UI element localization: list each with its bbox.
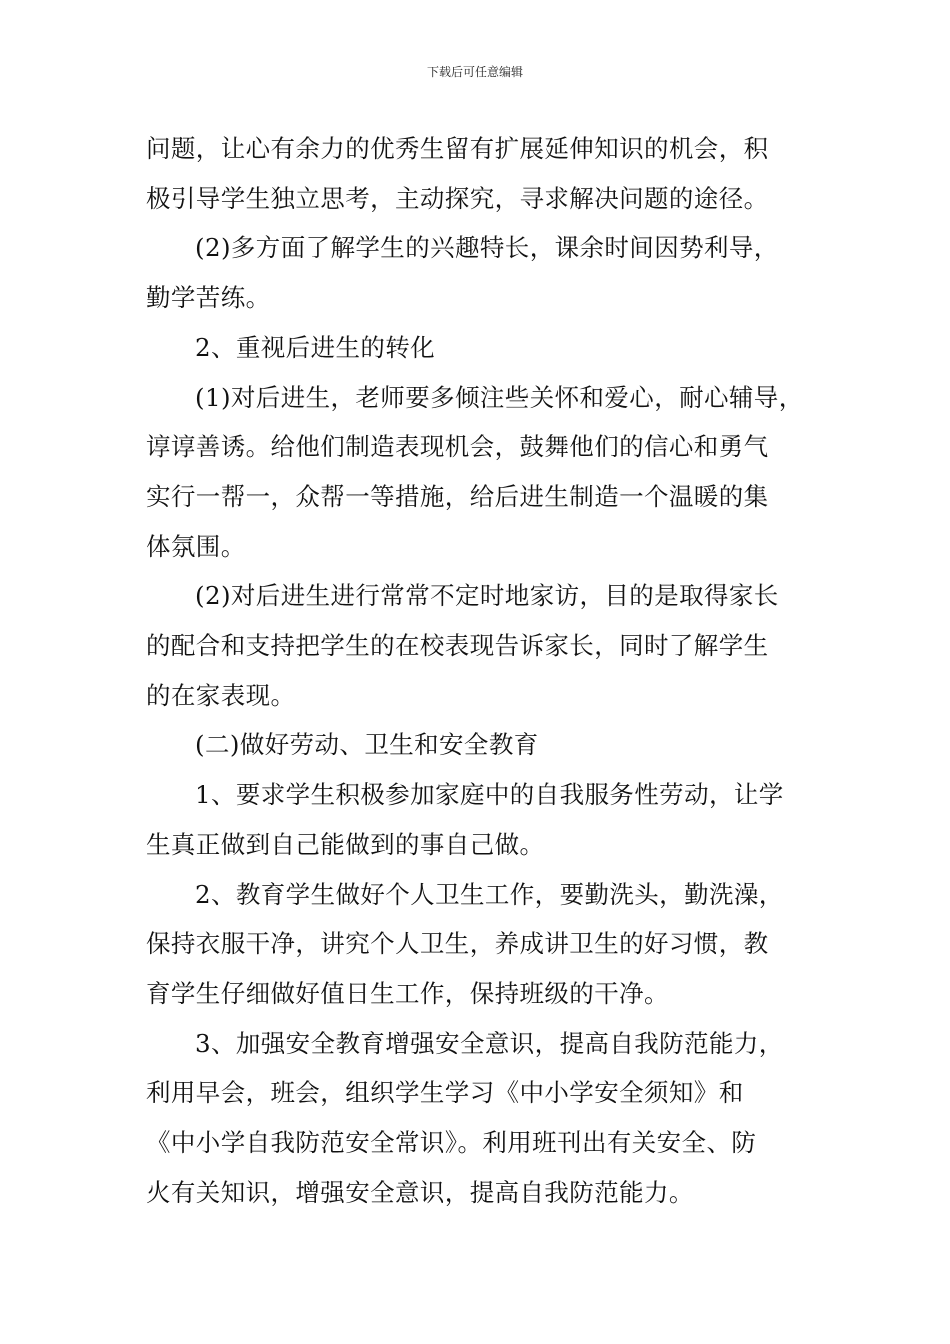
document-body: [146, 124, 836, 1217]
text-line: (1)对后进生，老师要多倾注些关怀和爱心，耐心辅导，: [195, 382, 804, 412]
text-line: 的配合和支持把学生的在校表现告诉家长，同时了解学生: [146, 631, 769, 661]
text-line: 育学生仔细做好值日生工作，保持班级的干净。: [146, 978, 669, 1008]
text-line: 《中小学自我防范安全常识》。利用班刊出有关安全、防: [146, 1128, 757, 1158]
text-line: 的在家表现。: [146, 680, 296, 710]
text-line: (2)多方面了解学生的兴趣特长，课余时间因势利导，: [195, 233, 779, 263]
text-line: 勤学苦练。: [146, 283, 271, 313]
text-line: 谆谆善诱。给他们制造表现机会，鼓舞他们的信心和勇气: [146, 432, 769, 462]
text-line: 1、要求学生积极参加家庭中的自我服务性劳动，让学: [195, 780, 784, 810]
text-line: 火有关知识，增强安全意识，提高自我防范能力。: [146, 1177, 694, 1207]
text-line: (2)对后进生进行常常不定时地家访，目的是取得家长: [195, 581, 779, 611]
text-line: 利用早会，班会，组织学生学习《中小学安全须知》和: [146, 1078, 744, 1108]
text-line: 生真正做到自己能做到的事自己做。: [146, 829, 545, 859]
text-line: 保持衣服干净，讲究个人卫生，养成讲卫生的好习惯，教: [146, 929, 769, 959]
section-heading: 2、重视后进生的转化: [195, 332, 436, 362]
text-line: 2、教育学生做好个人卫生工作，要勤洗头，勤洗澡，: [195, 879, 784, 909]
text-line: 极引导学生独立思考，主动探究，寻求解决问题的途径。: [146, 183, 769, 213]
text-line: 体氛围。: [146, 531, 246, 561]
text-line: 实行一帮一，众帮一等措施，给后进生制造一个温暖的集: [146, 481, 769, 511]
text-line: 问题，让心有余力的优秀生留有扩展延伸知识的机会，积: [146, 134, 769, 163]
page-header: 下载后可任意编辑: [426, 65, 523, 79]
section-heading: (二)做好劳动、卫生和安全教育: [195, 730, 539, 760]
text-line: 3、加强安全教育增强安全意识，提高自我防范能力，: [195, 1028, 784, 1058]
